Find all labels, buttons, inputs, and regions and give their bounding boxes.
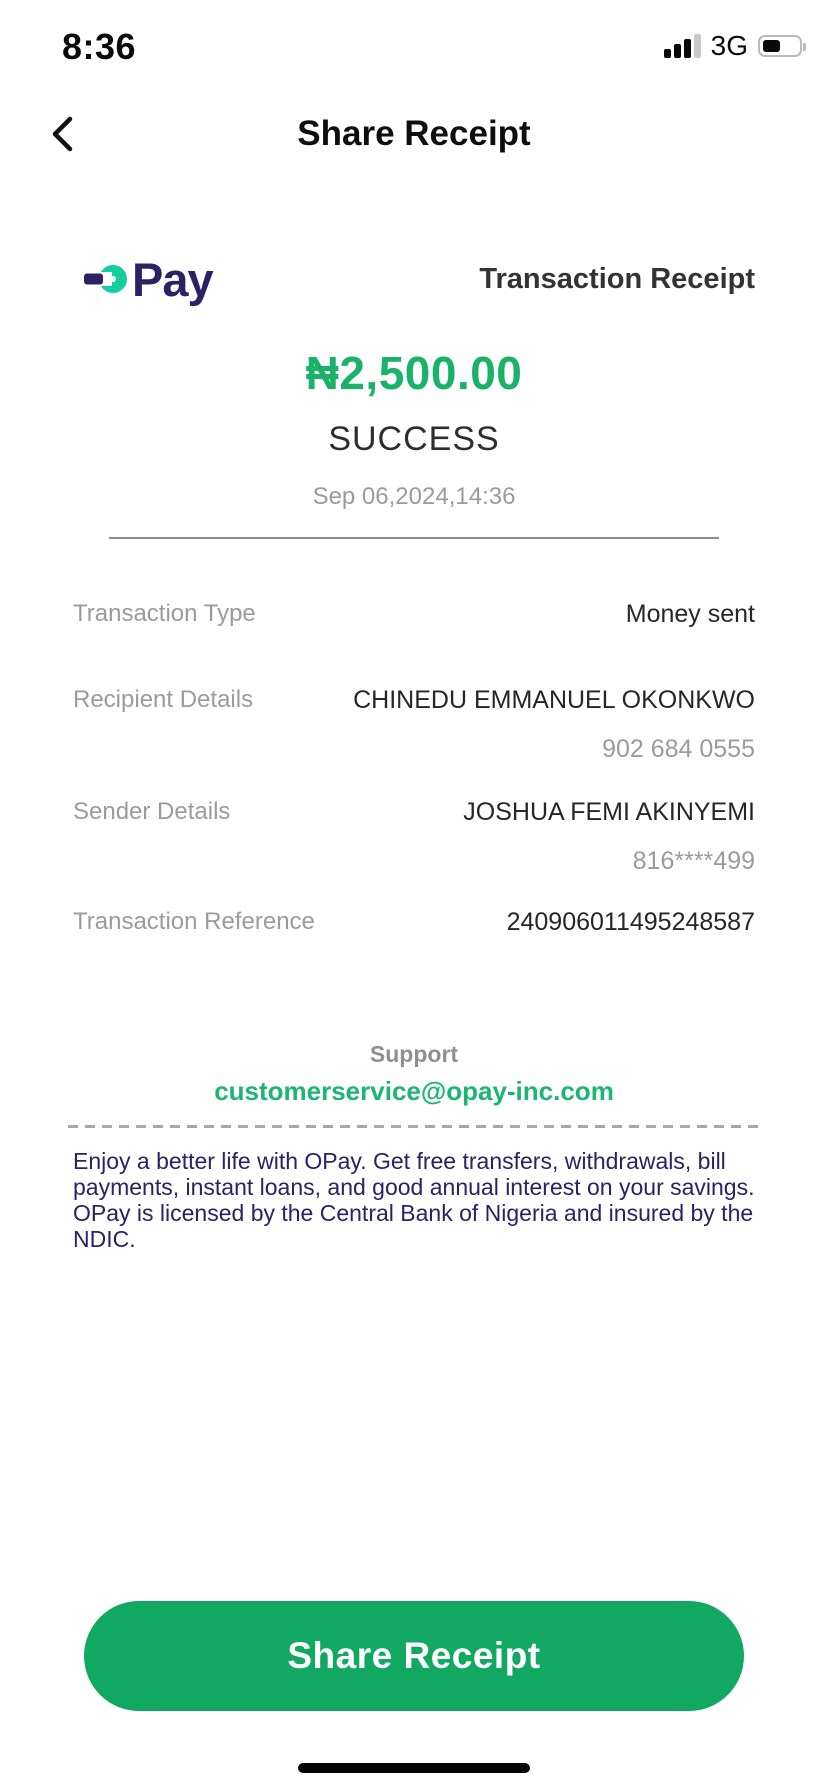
home-indicator[interactable]: [298, 1763, 530, 1773]
status-bar-time: 8:36: [62, 26, 137, 67]
share-receipt-button[interactable]: Share Receipt: [84, 1601, 744, 1711]
footer-note: Enjoy a better life with OPay. Get free transfers, withdrawals, bill payments, instant loans, and good annual interest on your savings. OPay is licensed by the Central Bank of Nigeria and insured by the NDIC.: [73, 1148, 755, 1252]
row-label: Recipient Details: [73, 686, 254, 713]
row-sub-value: 902 684 0555: [602, 735, 755, 763]
opay-logo-text: Pay: [132, 252, 213, 306]
section-divider: [109, 537, 719, 539]
cellular-signal-icon: [664, 34, 701, 58]
transaction-amount: ₦2,500.00: [305, 347, 523, 399]
row-label: Transaction Type: [73, 600, 256, 627]
row-label: Transaction Reference: [73, 908, 315, 935]
row-value: Money sent: [625, 600, 755, 628]
opay-ring-icon: [99, 265, 127, 293]
page-title: Share Receipt: [297, 114, 531, 153]
table-row-transaction-reference: [73, 906, 755, 938]
dashed-divider: [68, 1125, 760, 1128]
receipt-brand-row: [73, 250, 755, 308]
transaction-datetime: Sep 06,2024,14:36: [312, 483, 516, 510]
row-sub-value: 816****499: [632, 847, 755, 875]
status-bar: [0, 24, 828, 68]
battery-icon: [758, 35, 802, 57]
table-row-sender-details: [73, 796, 755, 876]
table-row-recipient-details: [73, 684, 755, 764]
opay-logo: [73, 252, 213, 307]
receipt-title: Transaction Receipt: [479, 262, 755, 295]
row-value: JOSHUA FEMI AKINYEMI: [463, 798, 755, 826]
support-label: Support: [369, 1041, 459, 1067]
row-label: Sender Details: [73, 798, 231, 825]
row-value: CHINEDU EMMANUEL OKONKWO: [353, 686, 755, 714]
transaction-status: SUCCESS: [328, 420, 500, 458]
support-email-link[interactable]: customerservice@opay-inc.com: [214, 1076, 614, 1106]
status-bar-indicators: [664, 30, 802, 62]
row-value: 240906011495248587: [506, 908, 755, 936]
table-row-transaction-type: [73, 598, 755, 630]
nav-header: [0, 100, 828, 160]
network-type-label: 3G: [710, 30, 748, 61]
